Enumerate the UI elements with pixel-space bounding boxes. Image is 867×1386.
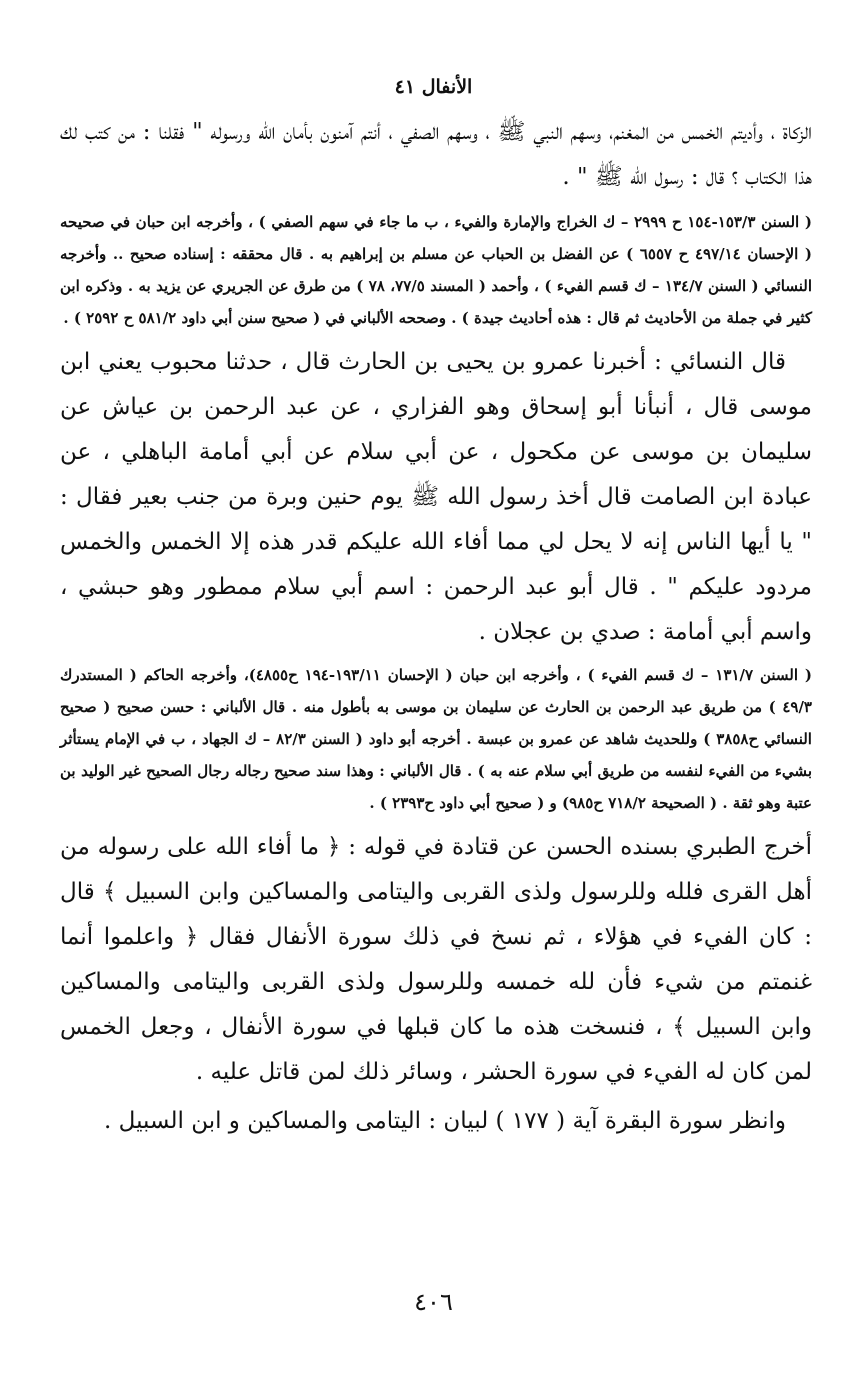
citation-note: ( السنن ١٣١/٧ – ك قسم الفيء ) ، وأخرجه ابن حبان ( الإحسان ١٩٣/١١-١٩٤ ح٤٨٥٥)، وأخرجه الحاكم ( المستدرك ٤٩/٣ ) من طريق عبد الرحمن بن الحارث عن سليمان بن موسى به بأطول منه . قال الألباني : حسن صحيح ( صحيح النسائي ح٣٨٥٨ ) وللحديث شاهد عن عمرو بن عبسة . أخرجه أبو داود ( السنن ٨٢/٣ – ك الجهاد ، ب في الإمام يستأثر بشيء من الفيء لنفسه من طريق أبي سلام عنه به ) . قال الألباني : وهذا سند صحيح رجاله رجال الصحيح غير الوليد بن عتبة وهو ثقة . ( الصحيحة ٧١٨/٢ ح٩٨٥) و ( صحيح أبي داود ح٢٣٩٣ ) . bbox=[60, 666, 813, 812]
body-paragraph: وانظر سورة البقرة آية ( ١٧٧ ) لبيان : اليتامى والمساكين و ابن السبيل . bbox=[104, 1108, 786, 1134]
page-body bbox=[60, 110, 812, 1144]
citation-note: ( السنن ١٥٣/٣-١٥٤ ح ٢٩٩٩ – ك الخراج والإمارة والفيء ، ب ما جاء في سهم الصفي ) ، وأخرجه ابن حبان في صحيحه ( الإحسان ٤٩٧/١٤ ح ٦٥٥٧ ) عن الفضل بن الحباب عن مسلم بن إبراهيم به . قال محققه : إسناده صحيح .. وأخرجه النسائي ( السنن ١٣٤/٧ – ك قسم الفيء ) ، وأحمد ( المسند ٧٧/٥، ٧٨ ) من طرق عن الجريري عن يزيد به . وذكره ابن كثير في جملة من الأحاديث ثم قال : هذه أحاديث جيدة ) . وصححه الألباني في ( صحيح سنن أبي داود ٥٨١/٢ ح ٢٥٩٢ ) . bbox=[60, 213, 812, 327]
body-paragraph: أخرج الطبري بسنده الحسن عن قتادة في قوله : ﴿ ما أفاء الله على رسوله من أهل القرى فلله وللرسول ولذى القربى واليتامى والمساكين وابن السبيل ﴾ قال : كان الفيء في هؤلاء ، ثم نسخ في ذلك سورة الأنفال فقال ﴿ واعلموا أنما غنمتم من شيء فأن لله خمسه وللرسول ولذى القربى واليتامى والمساكين وابن السبيل ﴾ ، فنسخت هذه ما كان قبلها في سورة الأنفال ، وجعل الخمس لمن كان له الفيء في سورة الحشر ، وسائر ذلك لمن قاتل عليه . bbox=[60, 834, 812, 1085]
body-paragraph: قال النسائي : أخبرنا عمرو بن يحيى بن الحارث قال ، حدثنا محبوب يعني ابن موسى قال ، أنبأنا أبو إسحاق وهو الفزاري ، عن عبد الرحمن بن عياش عن سليمان بن موسى عن مكحول ، عن أبي سلام عن أبي أمامة الباهلي ، عن عبادة ابن الصامت قال أخذ رسول الله ﷺ يوم حنين وبرة من جنب بعير فقال : " يا أيها الناس إنه لا يحل لي مما أفاء الله عليكم قدر هذه إلا الخمس والخمس مردود عليكم " . قال أبو عبد الرحمن : اسم أبي سلام ممطور وهو حبشي ، واسم أبي أمامة : صدي بن عجلان . bbox=[60, 349, 812, 645]
body-paragraph: الزكاة ، وأديتم الخمس من المغنم، وسهم النبي ﷺ ، وسهم الصفي ، أنتم آمنون بأمان الله ورسوله " فقلنا : من كتب لك هذا الكتاب ؟ قال : رسول الله ﷺ " . bbox=[60, 119, 812, 190]
running-header: الأنفال ٤١ bbox=[394, 76, 473, 98]
page-number: ٤٠٦ bbox=[414, 1288, 453, 1316]
